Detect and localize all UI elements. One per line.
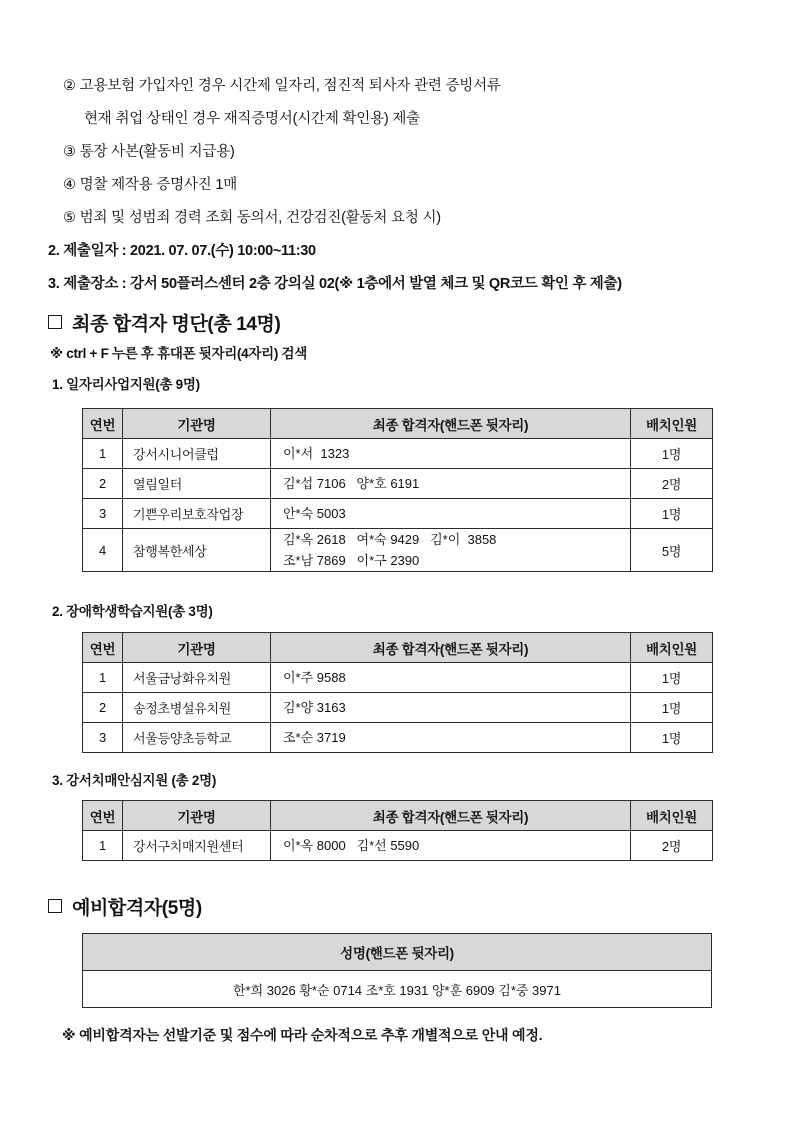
col-header-count: 배치인원 xyxy=(631,633,713,663)
table-row xyxy=(83,971,712,1008)
notice-marker: ③ xyxy=(63,144,76,160)
col-header-count: 배치인원 xyxy=(631,801,713,831)
cell-org: 참행복한세상 xyxy=(123,529,271,572)
table-row xyxy=(83,529,713,572)
cell-org: 서울등양초등학교 xyxy=(123,723,271,753)
table-row xyxy=(83,663,713,693)
passer-line: 김*옥 2618 여*숙 9429 김*이 3858 xyxy=(283,532,497,547)
col-header-no: 연번 xyxy=(83,409,123,439)
notice-item xyxy=(0,70,793,103)
cell-count: 2명 xyxy=(631,469,713,499)
notice-text: 범죄 및 성범죄 경력 조회 동의서, 건강검진(활동처 요청 시) xyxy=(79,210,441,226)
reserve-table xyxy=(82,933,712,1008)
cell-passers xyxy=(271,439,631,469)
notice-text: 고용보험 가입자인 경우 시간제 일자리, 점진적 퇴사자 관련 증빙서류 xyxy=(79,78,501,94)
passer-line: 안*숙 5003 xyxy=(283,506,346,521)
passer-line: 조*남 7869 이*구 2390 xyxy=(283,553,420,568)
table-row xyxy=(83,469,713,499)
notice-marker: ② xyxy=(63,78,76,94)
ctrl-f-note: ※ ctrl + F 누른 후 휴대폰 뒷자리(4자리) 검색 xyxy=(50,346,308,361)
submission-date-line: 2. 제출일자 : 2021. 07. 07.(수) 10:00~11:30 xyxy=(48,243,316,259)
notice-list xyxy=(0,70,793,301)
group-title-2: 2. 장애학생학습지원(총 3명) xyxy=(52,604,213,619)
table-row xyxy=(83,439,713,469)
cell-count: 2명 xyxy=(631,831,713,861)
final-passers-table-1 xyxy=(82,408,713,572)
passer-line: 이*주 9588 xyxy=(283,670,346,685)
final-passers-table-2 xyxy=(82,632,713,753)
passer-line: 조*순 3719 xyxy=(283,730,346,745)
table-row xyxy=(83,831,713,861)
notice-item xyxy=(0,202,793,235)
cell-passers xyxy=(271,831,631,861)
col-header-org: 기관명 xyxy=(123,633,271,663)
table-header-row xyxy=(83,409,713,439)
cell-org: 기쁜우리보호작업장 xyxy=(123,499,271,529)
cell-passers xyxy=(271,499,631,529)
reserve-heading xyxy=(48,893,202,920)
passer-line: 이*서 1323 xyxy=(283,446,350,461)
table-row xyxy=(83,723,713,753)
col-header-count: 배치인원 xyxy=(631,409,713,439)
square-bullet-icon xyxy=(48,899,62,913)
col-header-org: 기관명 xyxy=(123,801,271,831)
submission-place-line: 3. 제출장소 : 강서 50플러스센터 2층 강의실 02(※ 1층에서 발열 체크 및 QR코드 확인 후 제출) xyxy=(48,276,622,292)
table-header-row xyxy=(83,801,713,831)
cell-org: 서울금낭화유치원 xyxy=(123,663,271,693)
group-title-1: 1. 일자리사업지원(총 9명) xyxy=(52,377,200,392)
cell-no: 3 xyxy=(83,723,123,753)
passer-line: 김*섭 7106 양*호 6191 xyxy=(283,476,420,491)
cell-passers xyxy=(271,723,631,753)
notice-marker: ④ xyxy=(63,177,76,193)
cell-reserve-names: 한*희 3026 황*순 0714 조*호 1931 양*훈 6909 김*중 3971 xyxy=(83,971,712,1008)
cell-count: 1명 xyxy=(631,693,713,723)
cell-passers xyxy=(271,529,631,572)
col-header-pass: 최종 합격자(핸드폰 뒷자리) xyxy=(271,409,631,439)
cell-passers xyxy=(271,693,631,723)
col-header-org: 기관명 xyxy=(123,409,271,439)
cell-count: 1명 xyxy=(631,499,713,529)
cell-count: 5명 xyxy=(631,529,713,572)
col-header-pass: 최종 합격자(핸드폰 뒷자리) xyxy=(271,633,631,663)
table-row xyxy=(83,693,713,723)
notice-item xyxy=(0,136,793,169)
col-header-name: 성명(핸드폰 뒷자리) xyxy=(83,934,712,971)
cell-count: 1명 xyxy=(631,439,713,469)
table-header-row xyxy=(83,633,713,663)
table-header-row xyxy=(83,934,712,971)
cell-org: 강서구치매지원센터 xyxy=(123,831,271,861)
cell-passers xyxy=(271,663,631,693)
cell-org: 강서시니어클럽 xyxy=(123,439,271,469)
passer-line: 김*양 3163 xyxy=(283,700,346,715)
cell-no: 1 xyxy=(83,831,123,861)
cell-org: 열림일터 xyxy=(123,469,271,499)
notice-text: 명찰 제작용 증명사진 1매 xyxy=(79,177,238,193)
passer-line: 이*옥 8000 김*선 5590 xyxy=(283,838,420,853)
cell-no: 3 xyxy=(83,499,123,529)
notice-item xyxy=(0,169,793,202)
cell-no: 1 xyxy=(83,439,123,469)
final-passers-heading-label: 최종 합격자 명단(총 14명) xyxy=(72,314,281,335)
final-passers-heading xyxy=(48,309,280,336)
cell-no: 2 xyxy=(83,693,123,723)
reserve-footnote: ※ 예비합격자는 선발기준 및 점수에 따라 순차적으로 추후 개별적으로 안내 예정. xyxy=(62,1027,543,1043)
reserve-heading-label: 예비합격자(5명) xyxy=(72,898,202,919)
col-header-no: 연번 xyxy=(83,633,123,663)
col-header-no: 연번 xyxy=(83,801,123,831)
cell-count: 1명 xyxy=(631,723,713,753)
notice-text: 현재 취업 상태인 경우 재직증명서(시간제 확인용) 제출 xyxy=(84,111,420,127)
table-row xyxy=(83,499,713,529)
final-passers-table-3 xyxy=(82,800,713,861)
cell-no: 2 xyxy=(83,469,123,499)
notice-marker: ⑤ xyxy=(63,210,76,226)
col-header-pass: 최종 합격자(핸드폰 뒷자리) xyxy=(271,801,631,831)
cell-count: 1명 xyxy=(631,663,713,693)
square-bullet-icon xyxy=(48,315,62,329)
cell-no: 1 xyxy=(83,663,123,693)
notice-item xyxy=(0,103,793,136)
cell-org: 송정초병설유치원 xyxy=(123,693,271,723)
group-title-3: 3. 강서치매안심지원 (총 2명) xyxy=(52,773,217,788)
notice-text: 통장 사본(활동비 지급용) xyxy=(79,144,235,160)
cell-no: 4 xyxy=(83,529,123,572)
cell-passers xyxy=(271,469,631,499)
